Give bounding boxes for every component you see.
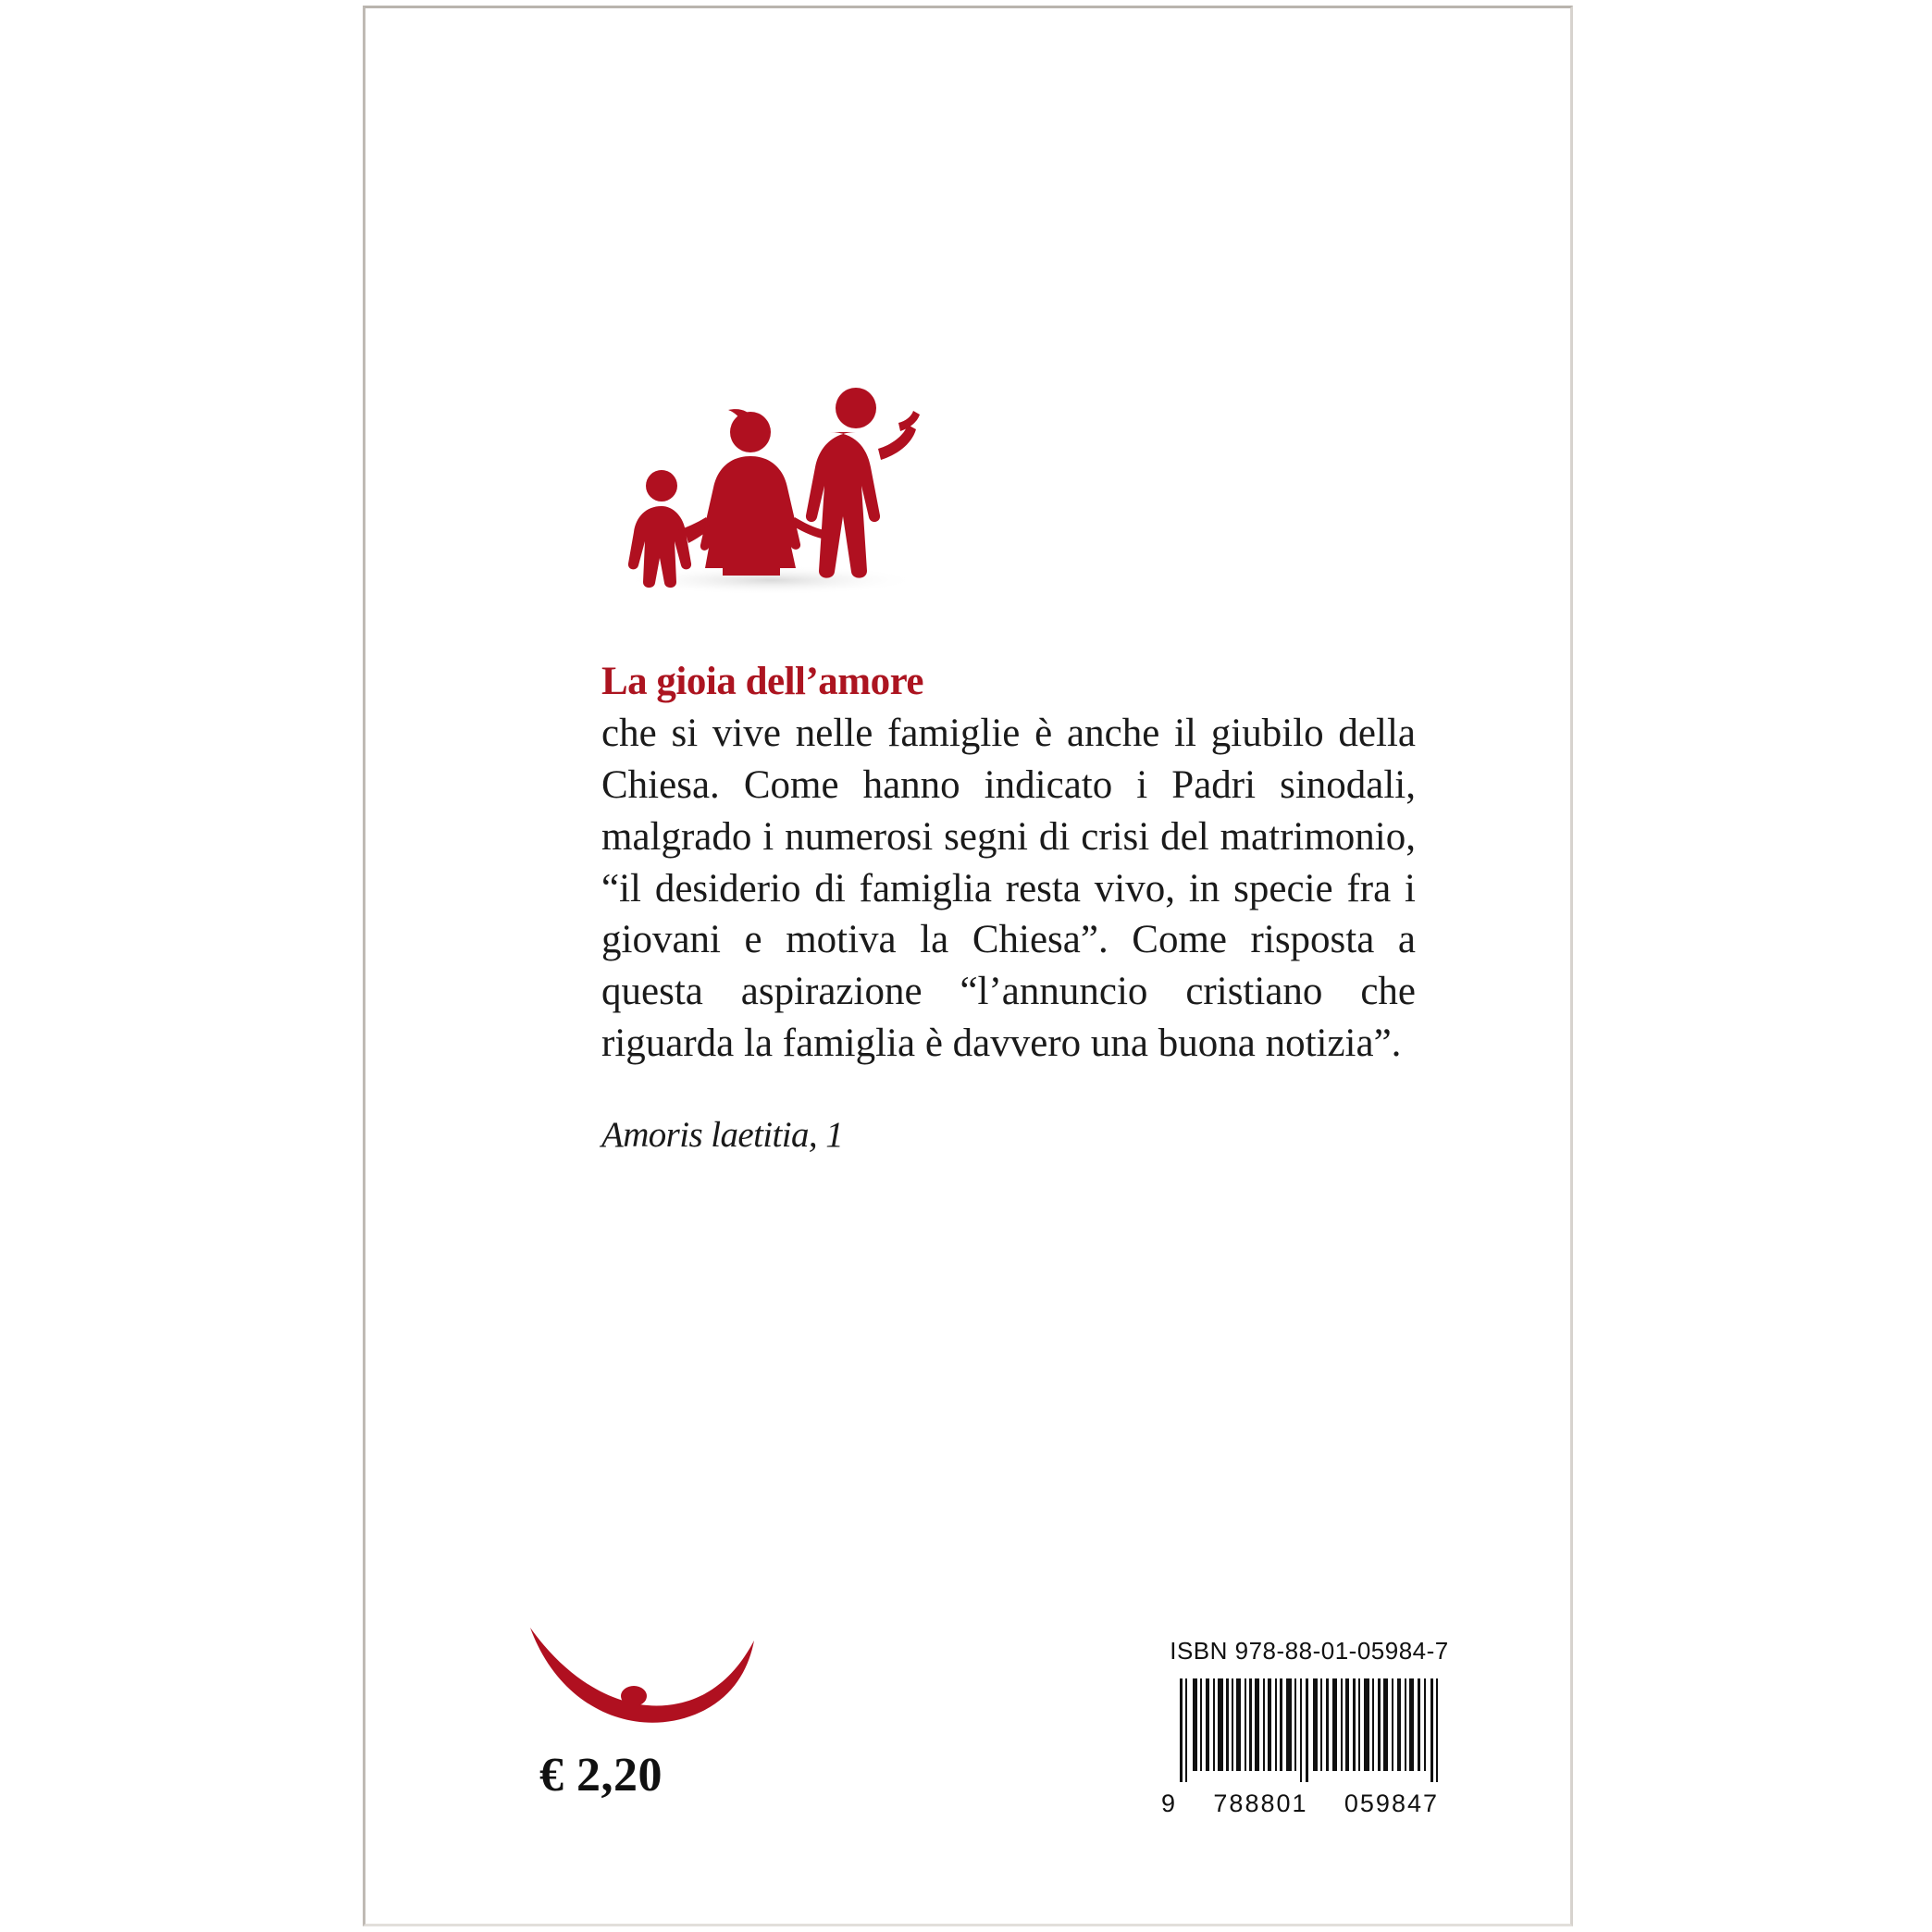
- blurb-lead-in: La gioia dell’amore: [601, 660, 924, 703]
- blurb-paragraph: [601, 656, 1416, 1070]
- price-label: € 2,20: [539, 1749, 663, 1802]
- elledici-swoosh-logo: [523, 1600, 800, 1766]
- man-figure: [806, 388, 920, 578]
- book-back-cover: [363, 6, 1573, 1926]
- blurb-source-citation: Amoris laetitia, 1: [601, 1115, 844, 1156]
- barcode-digit-left: 9: [1161, 1790, 1178, 1817]
- barcode-digits-right: 059847: [1344, 1790, 1439, 1817]
- blurb-text-block: [601, 656, 1416, 1156]
- isbn-barcode-area: [1161, 1637, 1457, 1818]
- barcode-digits: [1161, 1790, 1439, 1818]
- barcode-image: [1170, 1675, 1448, 1786]
- blurb-body: che si vive nelle famiglie è anche il giubilo della Chiesa. Come hanno indicato i Padri sinodali, malgrado i numerosi segni di crisi del matrimonio, “il desiderio di famiglia resta vivo, in specie fra i giovani e motiva la Chiesa”. Come risposta a questa aspirazione “l’annuncio cristiano che riguarda la famiglia è davvero una buona notizia”.: [601, 711, 1416, 1066]
- family-silhouette-logo: [604, 369, 937, 610]
- barcode-digits-middle: 788801: [1213, 1790, 1308, 1817]
- isbn-text: ISBN 978-88-01-05984-7: [1170, 1637, 1449, 1665]
- woman-figure: [676, 409, 824, 576]
